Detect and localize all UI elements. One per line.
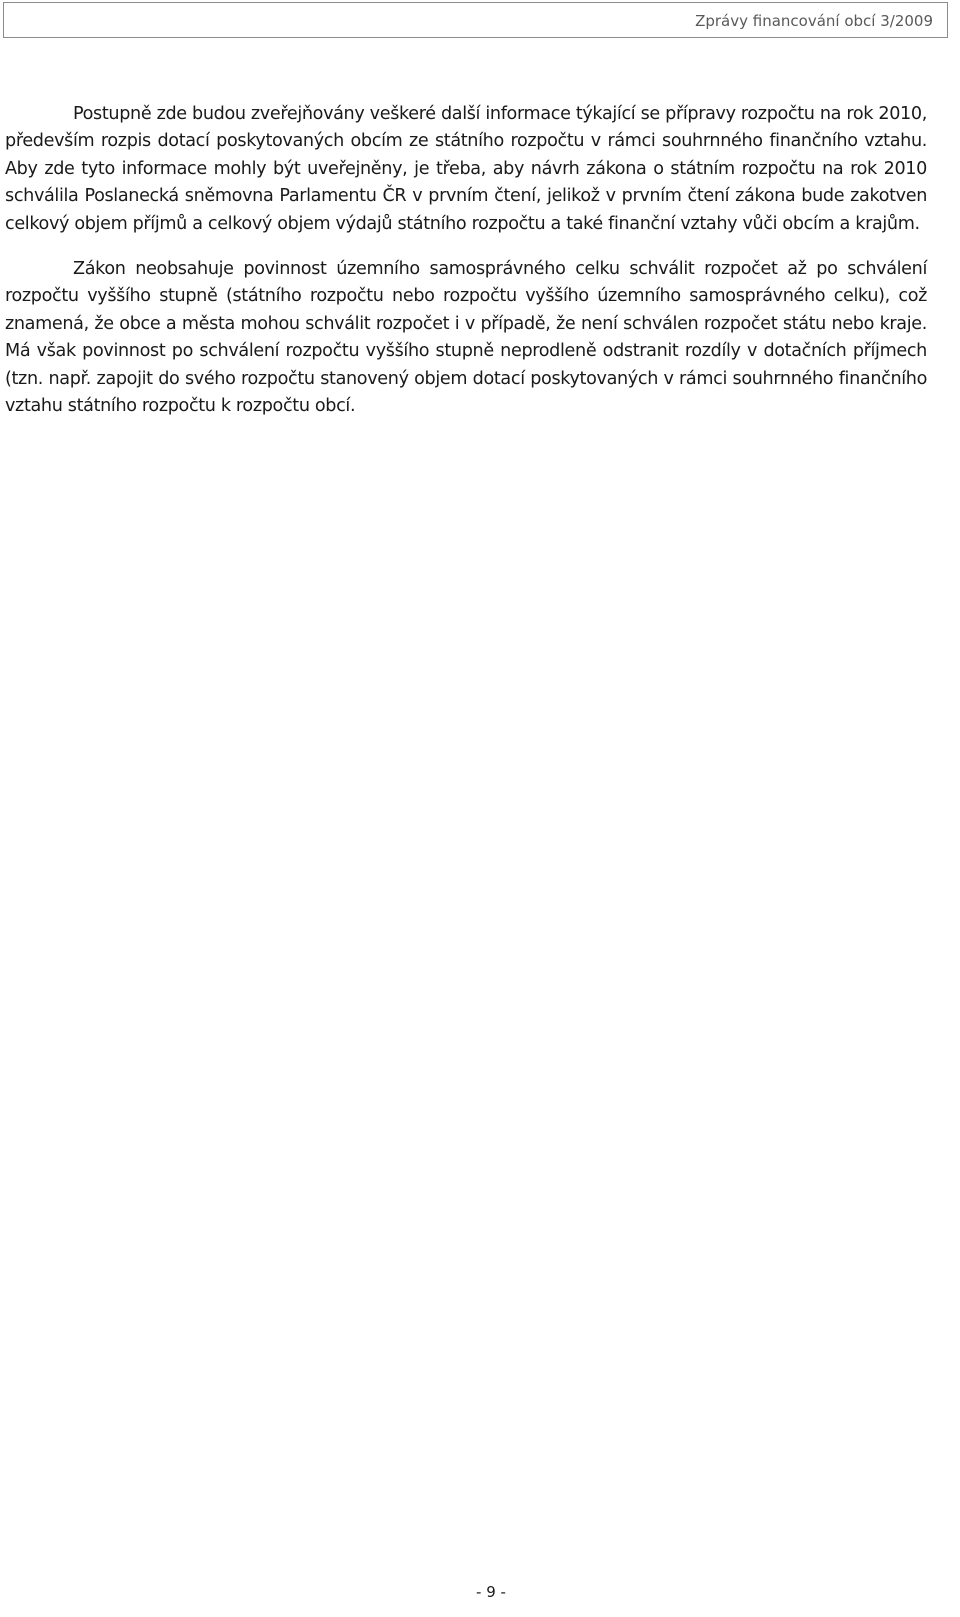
page-header: [3, 2, 948, 38]
publication-title: Zprávy financování obcí 3/2009: [695, 12, 933, 30]
paragraph-1: Postupně zde budou zveřejňovány veškeré další informace týkající se přípravy rozpočtu na rok 2010, především rozpis dotací poskytovaných obcím ze státního rozpočtu v rámci souhrnného finančního vztahu. Aby zde tyto informace mohly být uveřejněny, je třeba, aby návrh zákona o státním rozpočtu na rok 2010 schválila Poslanecká sněmovna Parlamentu ČR v prvním čtení, jelikož v prvním čtení zákona bude zakotven celkový objem příjmů a celkový objem výdajů státního rozpočtu a také finanční vztahy vůči obcím a krajům.: [5, 104, 927, 234]
paragraph-2: Zákon neobsahuje povinnost územního samosprávného celku schválit rozpočet až po schválení rozpočtu vyššího stupně (státního rozpočtu nebo rozpočtu vyššího územního samosprávného celku), což znamená, že obce a města mohou schválit rozpočet i v případě, že není schválen rozpočet státu nebo kraje. Má však povinnost po schválení rozpočtu vyššího stupně neprodleně odstranit rozdíly v dotačních příjmech (tzn. např. zapojit do svého rozpočtu stanovený objem dotací poskytovaných v rámci souhrnného finančního vztahu státního rozpočtu k rozpočtu obcí.: [5, 259, 927, 417]
document-body: [5, 101, 927, 420]
page-number: - 9 -: [476, 1583, 506, 1601]
